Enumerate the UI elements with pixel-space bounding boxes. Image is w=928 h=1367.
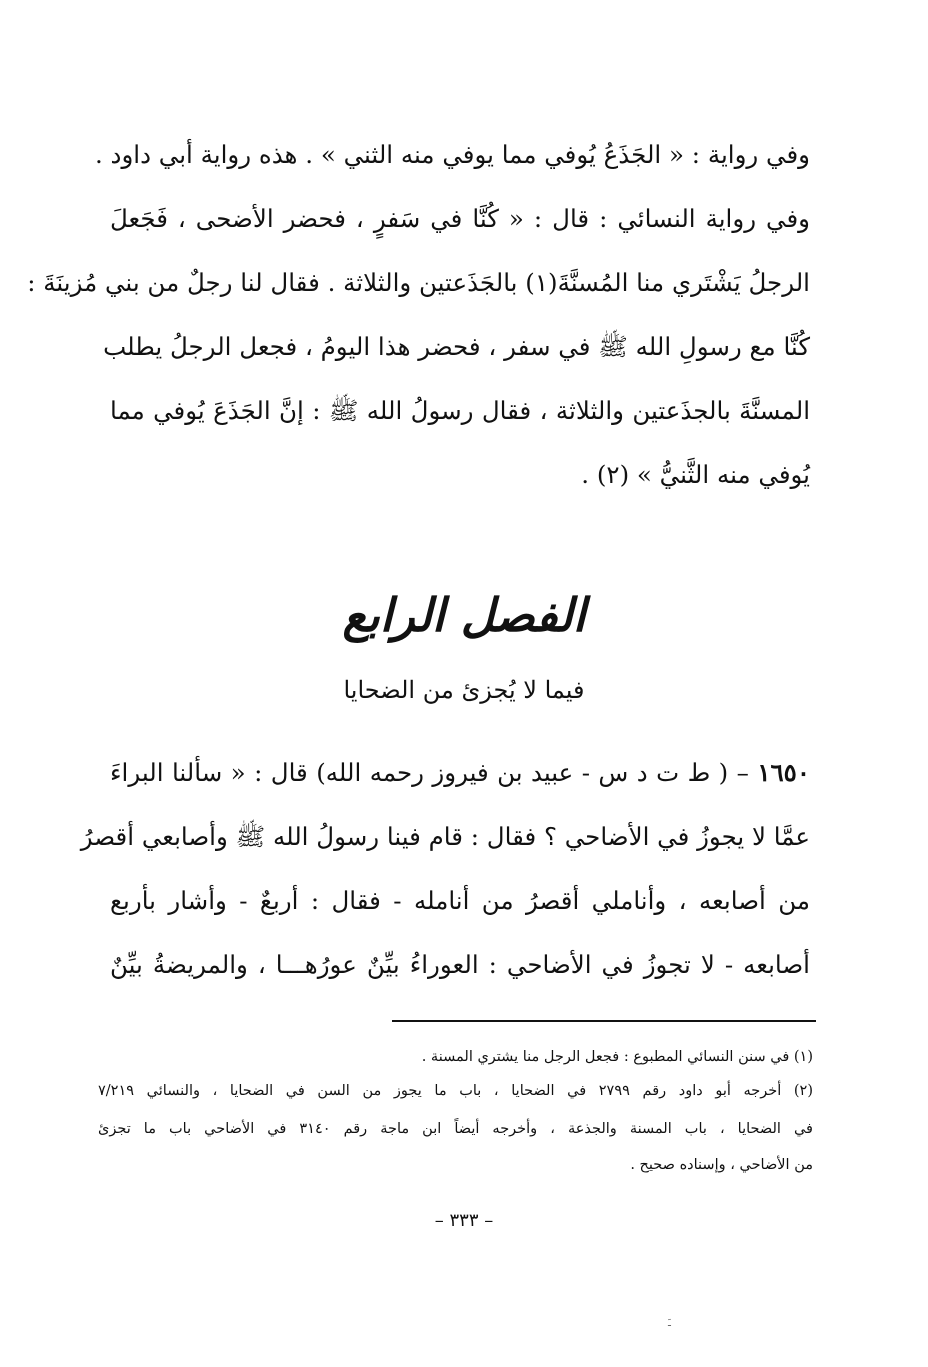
- body-line-5: المسنَّةَ بالجذَعتين والثلاثة ، فقال رسولُ الله ﷺ : إنَّ الجَذَعَ يُوفي مما: [110, 396, 810, 425]
- body-line-6: يُوفي منه الثَّنيُّ » (٢) .: [581, 460, 810, 489]
- hadith-number: ١٦٥٠: [757, 758, 810, 787]
- hadith-line-1-text: – ( ط ت د س - عبيد بن فيروز رحمه الله) قال : « سألنا البراءَ: [110, 758, 749, 787]
- hadith-line-3: من أصابعه ، وأناملي أقصرُ من أنامله - فقال : أربعٌ - وأشار بأربع: [110, 886, 810, 915]
- hadith-line-1: [110, 756, 810, 796]
- body-line-3: الرجلُ يَشْتَري منا المُسنَّةَ(١) بالجَذَعتين والثلاثة . فقال لنا رجلٌ من بني مُزينَةَ :: [27, 268, 810, 297]
- chapter-subtitle: فيما لا يُجزئ من الضحايا: [343, 676, 585, 704]
- footnote-divider: [392, 1020, 816, 1022]
- chapter-title: الفصل الرابع: [342, 588, 586, 642]
- page-number: – ٣٣٣ –: [434, 1210, 494, 1231]
- body-line-2: وفي رواية النسائي : قال : « كُنَّا في سَفرٍ ، فحضر الأضحى ، فَجَعلَ: [110, 204, 810, 233]
- footnote-2-line-1: (٢) أخرجه أبو داود رقم ٢٧٩٩ في الضحايا ، باب ما يجوز من السن في الضحايا ، والنسائي ٧/٢١٩: [98, 1083, 813, 1099]
- footnote-1: (١) في سنن النسائي المطبوع : فجعل الرجل منا يشتري المسنة .: [421, 1049, 813, 1065]
- scan-speck: ـَ: [668, 1318, 671, 1329]
- hadith-line-4: أصابعه - لا تجوزُ في الأضاحي : العوراءُ بيِّنٌ عورُهـــا ، والمريضةُ بيِّنٌ: [110, 950, 810, 979]
- hadith-line-2: عمَّا لا يجوزُ في الأضاحي ؟ فقال : قام فينا رسولُ الله ﷺ وأصابعي أقصرُ: [80, 822, 810, 851]
- body-line-1: وفي رواية : « الجَذَعُ يُوفي مما يوفي منه الثني » . هذه رواية أبي داود .: [94, 140, 810, 169]
- body-line-4: كُنَّا مع رسولِ الله ﷺ في سفر ، فحضر هذا اليومُ ، فجعل الرجلُ يطلب: [103, 332, 810, 361]
- footnote-2-line-3: من الأضاحي ، وإسناده صحيح .: [630, 1157, 813, 1173]
- footnote-2-line-2: في الضحايا ، باب المسنة والجذعة ، وأخرجه أيضاً ابن ماجة رقم ٣١٤٠ في الأضاحي باب ما تجزئ: [98, 1121, 813, 1137]
